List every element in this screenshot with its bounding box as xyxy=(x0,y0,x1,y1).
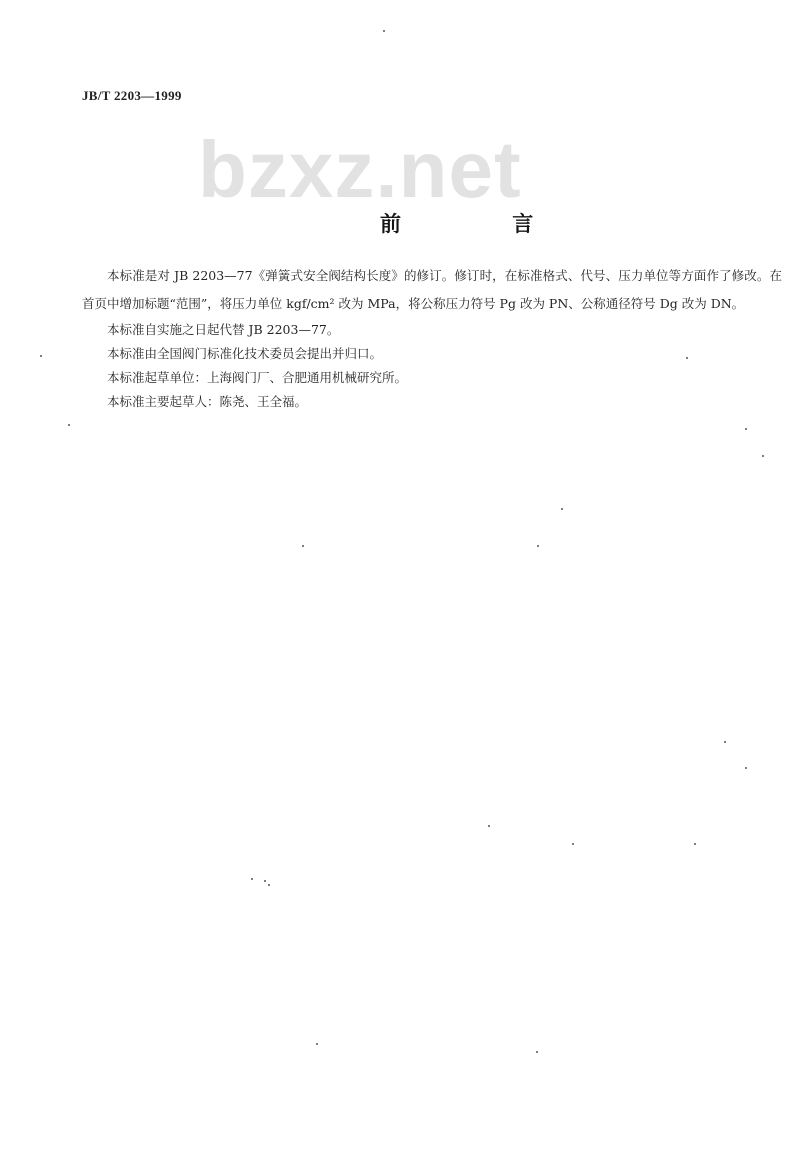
paragraph-replacement: 本标准自实施之日起代替 JB 2203—77。 xyxy=(107,322,340,337)
scan-speck xyxy=(251,878,253,880)
scan-speck xyxy=(745,428,747,430)
scan-speck xyxy=(264,880,266,882)
scan-speck xyxy=(745,767,747,769)
foreword-body xyxy=(82,262,782,414)
scan-speck xyxy=(316,1043,318,1045)
page-title: 前 言 xyxy=(380,212,586,236)
scan-speck xyxy=(572,843,574,845)
watermark: bzxz.net xyxy=(198,125,522,214)
scan-speck xyxy=(302,545,304,547)
scan-speck xyxy=(762,455,764,457)
scan-speck xyxy=(537,545,539,547)
scan-speck xyxy=(488,825,490,827)
paragraph-drafters: 本标准主要起草人：陈尧、王全福。 xyxy=(107,394,308,409)
scan-speck xyxy=(694,843,696,845)
scan-speck xyxy=(268,884,270,886)
scan-speck xyxy=(40,355,42,357)
scan-speck xyxy=(724,741,726,743)
scan-speck xyxy=(536,1051,538,1053)
scan-speck xyxy=(383,30,385,32)
standard-code: JB/T 2203—1999 xyxy=(82,88,182,103)
paragraph-proposer: 本标准由全国阀门标准化技术委员会提出并归口。 xyxy=(107,346,383,361)
paragraph-revision-note: 本标准是对 JB 2203—77《弹簧式安全阀结构长度》的修订。修订时，在标准格式、代号、压力单位等方面作了修改。在首页中增加标题“范围”，将压力单位 kgf/cm² 改为 MPa，将公称压力符号 Pg 改为 PN、公称通径符号 Dg 改为 DN。 xyxy=(82,268,782,311)
paragraph-drafting-units: 本标准起草单位：上海阀门厂、合肥通用机械研究所。 xyxy=(107,370,408,385)
scan-speck xyxy=(561,508,563,510)
scan-speck xyxy=(68,424,70,426)
scan-speck xyxy=(686,357,688,359)
